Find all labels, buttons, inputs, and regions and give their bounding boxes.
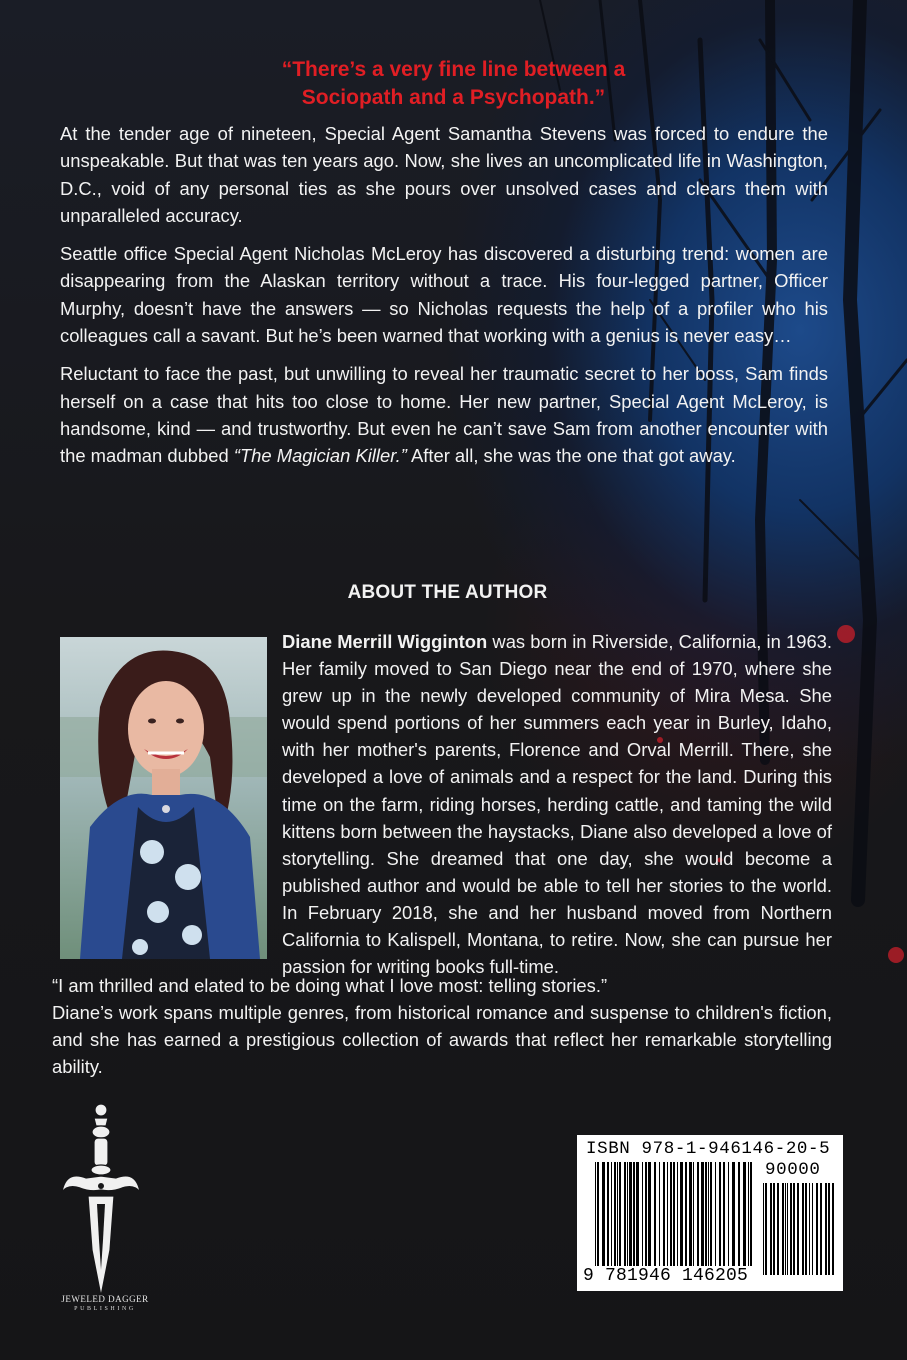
barcode-bar <box>802 1183 804 1275</box>
barcode-bar <box>597 1162 599 1266</box>
barcode-bar <box>627 1162 628 1266</box>
barcode-bar <box>773 1183 775 1275</box>
barcode-bar <box>619 1162 621 1266</box>
barcode-bar <box>693 1162 694 1266</box>
barcode-bar <box>763 1183 764 1275</box>
barcode-bar <box>790 1183 792 1275</box>
barcode-bar <box>797 1183 799 1275</box>
publisher-subtitle: PUBLISHING <box>74 1306 136 1312</box>
blurb-paragraph-3 <box>60 360 828 469</box>
barcode-bar <box>673 1162 675 1266</box>
barcode-bar <box>805 1183 807 1275</box>
barcode-bar <box>732 1162 735 1266</box>
barcode-bar <box>765 1183 767 1275</box>
isbn-barcode <box>577 1135 843 1291</box>
author-closing: Diane’s work spans multiple genres, from historical romance and suspense to children's fiction, and she has earned a prestigious collection of awards that reflect her remarkable storytelling ability. <box>52 1002 832 1077</box>
barcode-bar <box>645 1162 647 1266</box>
barcode-bar <box>832 1183 834 1275</box>
barcode-bar <box>809 1183 810 1275</box>
tagline-line-2: Sociopath and a Psychopath.” <box>301 86 606 109</box>
barcode-bar <box>787 1183 788 1275</box>
blurb-paragraph-1: At the tender age of nineteen, Special Agent Samantha Stevens was forced to endure the unspeakable. But that was ten years ago. Now, she lives an uncomplicated life in Washington, D.C., void of any personal ties as she pours over unsolved cases and clears them with unparalleled accuracy. <box>60 123 828 226</box>
barcode-bar <box>812 1183 813 1275</box>
blurb-p3-start: Reluctant to face the past, but unwilling to reveal her traumatic secret to her boss, Sam finds herself on a case that hits too close to home. Her new partner, Special Agent McLeroy, is handsome, kind — and trustworthy. But even he can’t save Sam from another encounter with the madman dubbed <box>60 363 828 467</box>
author-quote-block <box>52 972 832 1080</box>
barcode-bar <box>715 1162 716 1266</box>
barcode-bar <box>708 1162 709 1266</box>
barcode-bar <box>728 1162 729 1266</box>
barcode-bar <box>743 1162 746 1266</box>
barcode-bar <box>770 1183 772 1275</box>
barcode-bar <box>648 1162 651 1266</box>
barcode-bar <box>654 1162 656 1266</box>
barcode-bar <box>820 1183 822 1275</box>
barcode-bar <box>611 1162 612 1266</box>
author-name: Diane Merrill Wigginton <box>282 631 488 652</box>
ean-number: 9 781946 146205 <box>583 1266 749 1286</box>
barcode-bar <box>738 1162 740 1266</box>
barcode-bar <box>793 1183 795 1275</box>
barcode-bar <box>617 1162 618 1266</box>
barcode-bar <box>607 1162 609 1266</box>
killer-name: “The Magician Killer.” <box>233 445 407 467</box>
barcode-bar <box>685 1162 687 1266</box>
barcode-bar <box>828 1183 830 1275</box>
blurb-p3-end: After all, she was the one that got away. <box>406 445 736 467</box>
barcode-bar <box>785 1183 786 1275</box>
barcode-bar <box>748 1162 749 1266</box>
barcode-bar <box>782 1183 784 1275</box>
author-quote: “I am thrilled and elated to be doing what I love most: telling stories.” <box>52 975 608 996</box>
book-blurb <box>60 120 828 481</box>
price-code: 90000 <box>765 1160 821 1180</box>
barcode-bar <box>697 1162 699 1266</box>
barcode-bar <box>825 1183 827 1275</box>
barcode-bar <box>705 1162 707 1266</box>
barcode-bar <box>710 1162 712 1266</box>
author-photo <box>60 637 267 959</box>
isbn-number: ISBN 978-1-946146-20-5 <box>586 1139 831 1159</box>
barcode-bar <box>663 1162 665 1266</box>
barcode-bar <box>701 1162 704 1266</box>
barcode-bar <box>659 1162 660 1266</box>
ean-barcode-bars <box>595 1162 755 1266</box>
about-author-heading: ABOUT THE AUTHOR <box>347 582 548 603</box>
publisher-name: JEWELED DAGGER <box>61 1294 149 1304</box>
barcode-bar <box>689 1162 692 1266</box>
barcode-bar <box>677 1162 678 1266</box>
barcode-bar <box>636 1162 639 1266</box>
barcode-bar <box>670 1162 672 1266</box>
barcode-bar <box>624 1162 626 1266</box>
barcode-bar <box>719 1162 721 1266</box>
barcode-bar <box>723 1162 725 1266</box>
barcode-bar <box>667 1162 668 1266</box>
barcode-bar <box>614 1162 616 1266</box>
tagline-line-1: “There’s a very fine line between a <box>281 58 626 81</box>
barcode-bar <box>595 1162 596 1266</box>
barcode-bar <box>680 1162 683 1266</box>
barcode-bar <box>629 1162 632 1266</box>
barcode-bar <box>633 1162 635 1266</box>
barcode-bar <box>777 1183 779 1275</box>
barcode-bar <box>642 1162 643 1266</box>
barcode-bar <box>816 1183 818 1275</box>
barcode-bar <box>750 1162 752 1266</box>
author-bio <box>282 628 832 980</box>
author-bio-text: was born in Riverside, California, in 1963. Her family moved to San Diego near the end of 1970, where she grew up in the newly developed community of Mira Mesa. She would spend portions of her summers each year in Burley, Idaho, with her mother's parents, Florence and Orval Merrill. There, she developed a love of animals and a respect for the land. During this time on the farm, riding horses, herding cattle, and taming the wild kittens born between the haystacks, Diane also developed a love of storytelling. She dreamed that one day, she would become a published author and would be able to tell her stories to the world. In February 2018, she and her husband moved from Northern California to Kalispell, Montana, to retire. Now, she can pursue her passion for writing books full-time. <box>282 631 833 978</box>
barcode-bar <box>602 1162 605 1266</box>
price-barcode-bars <box>763 1183 835 1275</box>
blurb-paragraph-2: Seattle office Special Agent Nicholas McLeroy has discovered a disturbing trend: women are disappearing from the Alaskan territory without a trace. His four-legged partner, Officer Murphy, doesn’t have the answers — so Nicholas requests the help of a profiler who his colleagues call a savant. But he’s been warned that working with a genius is never easy… <box>60 243 828 347</box>
tagline <box>0 56 907 112</box>
